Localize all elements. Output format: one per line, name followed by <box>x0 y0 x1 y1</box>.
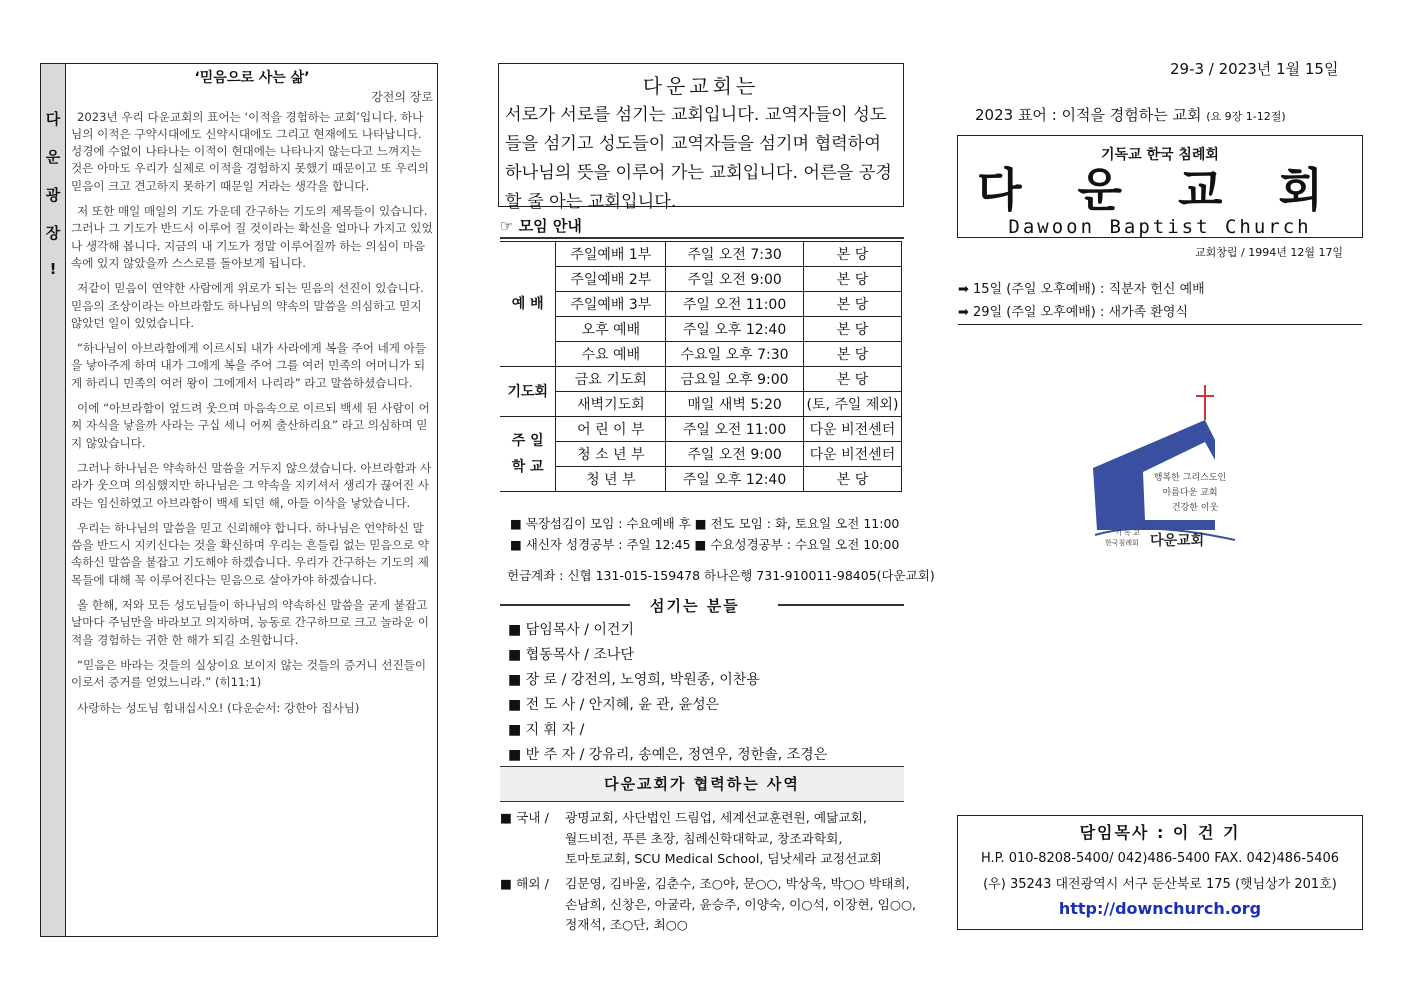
schedule-time: 주일 오전 9:00 <box>666 442 804 467</box>
schedule-time: 주일 오전 9:00 <box>666 267 804 292</box>
founded-date: 교회창립 / 1994년 12월 17일 <box>1195 246 1344 259</box>
schedule-row <box>500 242 902 267</box>
schedule-place: 다운 비전센터 <box>803 417 901 442</box>
pastor-phone: H.P. 010-8208-5400/ 042)486-5400 FAX. 042)486-5406 <box>980 851 1340 866</box>
year-motto <box>975 104 1286 125</box>
partner-line: 토마토교회, SCU Medical School, 딤낫세라 교정선교회 <box>565 851 882 866</box>
essay-paragraph: 그러나 하나님은 약속하신 말씀을 거두지 않으셨습니다. 아브라함과 사라가 웃으며 의심했지만 하나님은 그 약속을 지키셔서 생리가 끊어진 사라는 임신하였고 아브라함이 백세 되던 해, 아들 이삭을 낳았습니다. <box>71 460 432 510</box>
essay-paragraph: 이에 “아브라함이 엎드려 웃으며 마음속으로 이르되 백세 된 사람이 어찌 자식을 낳을까 사라는 구십 세니 어찌 출산하리요” 라고 의심하며 믿지 않았습니다. <box>71 401 430 450</box>
schedule-place: (토, 주일 제외) <box>803 392 901 417</box>
partner-line: 손남희, 신창은, 아굴라, 윤승주, 이양숙, 이○석, 이장현, 임○○, <box>565 896 917 912</box>
schedule-row <box>500 417 902 442</box>
meeting-note: ■ 목장섬김이 모임 : 수요예배 후 ■ 전도 모임 : 화, 토요일 오전 11:00 <box>510 516 900 531</box>
essay-title: ‘믿음으로 사는 삶’ <box>194 70 310 86</box>
church-english-name: Dawoon Baptist Church <box>1008 216 1312 238</box>
schedule-name: 오후 예배 <box>556 317 666 342</box>
pastor-box <box>957 815 1363 930</box>
schedule-place: 본 당 <box>803 317 901 342</box>
partners-overseas <box>565 874 916 936</box>
partners-heading: 다운교회가 협력하는 사역 <box>604 775 800 793</box>
schedule-row <box>500 267 902 292</box>
logo-name: 다운교회 <box>1150 533 1205 549</box>
schedule-time: 주일 오후 12:40 <box>666 317 804 342</box>
meeting-note: ■ 새신자 성경공부 : 주일 12:45 ■ 수요성경공부 : 수요일 오전 10:00 <box>510 537 900 552</box>
essay-paragraph: “하나님이 아브라함에게 이르시되 내가 사라에게 복을 주어 네게 아들을 낳아주게 하며 내가 그에게 복을 주어 그를 여러 민족의 어머니가 되게 하리니 민족의 여러 왕이 그에게서 나리라” 라고 말씀하셨습니다. <box>71 341 427 390</box>
meetings-heading: ☞ 모임 안내 <box>500 217 582 235</box>
side-char: 운 <box>45 148 61 166</box>
schedule-place: 본 당 <box>803 342 901 367</box>
divider <box>778 604 904 606</box>
schedule-time: 수요일 오후 7:30 <box>666 342 804 367</box>
schedule-name: 청 소 년 부 <box>556 442 666 467</box>
church-website-link[interactable]: http://downchurch.org <box>1058 899 1262 918</box>
essay-paragraph: 올 한해, 저와 모든 성도님들이 하나님의 약속하신 말씀을 굳게 붙잡고 날마다 주님만을 바라보고 의지하며, 능동로 간구하므로 크고 놀라운 이적을 경험하는 귀한 한 해가 되길 소원합니다. <box>71 598 429 647</box>
bulletin-date: 29-3 / 2023년 1월 15일 <box>1170 60 1339 78</box>
schedule-place: 본 당 <box>803 467 901 492</box>
schedule-name: 수요 예배 <box>556 342 666 367</box>
logo-small-label: 한국침례회 <box>1105 539 1139 547</box>
servant-item: ■ 담임목사 / 이건기 <box>508 622 634 638</box>
schedule-name: 금요 기도회 <box>556 367 666 392</box>
schedule-name: 어 린 이 부 <box>556 417 666 442</box>
schedule-place: 본 당 <box>803 292 901 317</box>
partner-line: 정재석, 조○단, 최○○ <box>565 917 688 932</box>
logo-motto: 아름다운 교회 <box>1162 488 1218 498</box>
schedule-place: 본 당 <box>803 267 901 292</box>
schedule-row <box>500 467 902 492</box>
servants-heading: 섬기는 분들 <box>650 597 740 615</box>
partner-line: 월드비전, 푸른 초장, 침례신학대학교, 창조과학회, <box>565 830 843 846</box>
church-address: (우) 35243 대전광역시 서구 둔산북로 175 (햇님상가 201호) <box>983 877 1337 892</box>
partners-domestic-label: ■ 국내 / <box>500 810 549 825</box>
schedule-time: 주일 오전 7:30 <box>666 242 804 267</box>
logo-small-label: 기 독 교 <box>1115 529 1140 537</box>
schedule-time: 주일 오전 11:00 <box>666 292 804 317</box>
divider <box>500 237 904 239</box>
essay-paragraph: 사랑하는 성도님 힘내십시오! (다운순서: 강한아 집사님) <box>77 700 360 715</box>
side-char: 장 <box>45 224 61 242</box>
essay-paragraph: 저같이 믿음이 연약한 사람에게 위로가 되는 믿음의 선진이 있습니다. 믿음의 조상이라는 아브라함도 하나님의 약속의 말씀을 의심하고 믿지 않았던 일이 있었습니다. <box>71 281 424 330</box>
partner-line: 광명교회, 사단법인 드림업, 세계선교훈련원, 예닮교회, <box>565 810 867 825</box>
divider <box>500 604 630 606</box>
essay-author: 강전의 장로 <box>371 90 433 105</box>
schedule-group-label: 기도회 <box>500 367 556 417</box>
logo-motto: 건강한 이웃 <box>1171 503 1219 513</box>
servant-item: ■ 장 로 / 강전의, 노영희, 박원종, 이찬용 <box>508 672 760 688</box>
schedule-table <box>500 241 902 492</box>
schedule-row <box>500 292 902 317</box>
intro-text: 서로가 서로를 섬기는 교회입니다. 교역자들이 성도들을 섬기고 성도들이 교역자들을 섬기며 협력하여 하나님의 뜻을 이루어 가는 교회입니다. 어른을 공경할 줄 아는 교회입니다. <box>505 105 892 212</box>
schedule-time: 주일 오전 11:00 <box>666 417 804 442</box>
event-item: ➡ 15일 (주일 오후예배) : 직분자 헌신 예배 <box>958 282 1205 297</box>
schedule-group-label: 예 배 <box>500 242 556 367</box>
church-name-box <box>957 135 1363 238</box>
essay-body <box>71 70 433 725</box>
schedule-name: 주일예배 1부 <box>556 242 666 267</box>
year-motto-ref: (요 9장 1-12절) <box>1206 110 1286 123</box>
schedule-name: 새벽기도회 <box>556 392 666 417</box>
side-char: 광 <box>45 186 61 204</box>
essay-side-label <box>41 64 66 936</box>
pastor-title: 담임목사 : 이 건 기 <box>1079 823 1241 842</box>
essay-paragraph: “믿음은 바라는 것들의 실상이요 보이지 않는 것들의 증거니 선진들이 이로서 증거를 얻었느니라.” (히11:1) <box>71 657 427 690</box>
partners-overseas-label: ■ 해외 / <box>500 876 549 891</box>
schedule-group-label: 주 일 학 교 <box>500 417 556 492</box>
logo-motto: 행복한 그리스도인 <box>1153 473 1227 483</box>
servant-item: ■ 협동목사 / 조나단 <box>508 647 634 663</box>
partners-domestic <box>565 808 882 870</box>
servants-list <box>508 618 827 768</box>
essay-paragraph: 저 또한 매일 매일의 기도 가운데 간구하는 기도의 제목들이 있습니다. 그러나 그 기도가 반드시 이루어 질 것이라는 확신을 얼마나 가지고 있었나 생각해 봅니다. 지금의 내 기도가 정말 이루어질까 하는 의심이 마음속에 있지 않았을까 스스로를 돌아보게 됩니다. <box>71 204 433 270</box>
essay-paragraph: 2023년 우리 다운교회의 표어는 ‘이적을 경험하는 교회’입니다. 하나님의 이적은 구약시대에도 신약시대에도 그리고 현재에도 나타납니다. 성경에 수없이 나타나는 이적이 현대에는 나타나지 않는다고 느껴지는 것은 아마도 우리가 실제로 이적을 경험하지 못했기 때문이고 또 우리의 믿음이 크고 견고하지 못하기 때문일 거라는 생각을 합니다. <box>71 109 429 193</box>
schedule-time: 주일 오후 12:40 <box>666 467 804 492</box>
schedule-place: 본 당 <box>803 242 901 267</box>
schedule-time: 금요일 오후 9:00 <box>666 367 804 392</box>
essay-box <box>40 63 438 937</box>
partners-heading-bar <box>500 766 904 802</box>
servant-item: ■ 지 휘 자 / <box>508 722 585 738</box>
schedule-row <box>500 392 902 417</box>
essay-paragraph: 우리는 하나님의 말씀을 믿고 신뢰해야 합니다. 하나님은 언약하신 말씀을 반드시 지키신다는 것을 확신하며 우리는 흔들림 없는 믿음으로 약속하신 말씀을 붙잡고 기도해야 하겠습니다. 우리가 간구하는 기도의 제목들에 대해 꼭 이루어진다는 믿음으로 살아가야 하겠습니다. <box>71 520 429 587</box>
intro-title: 다운교회는 <box>642 74 760 98</box>
schedule-row <box>500 442 902 467</box>
side-char: ! <box>49 260 57 278</box>
schedule-name: 주일예배 3부 <box>556 292 666 317</box>
side-char: 다 <box>45 110 61 128</box>
church-logo <box>1085 380 1255 560</box>
denomination: 기독교 한국 침례회 <box>1101 147 1219 163</box>
offering-account: 헌금계좌 : 신협 131-015-159478 하나은행 731-910011-98405(다운교회) <box>507 568 935 583</box>
church-name: 다 운 교 회 <box>977 163 1343 217</box>
schedule-row <box>500 317 902 342</box>
events-list <box>958 278 1362 325</box>
schedule-time: 매일 새벽 5:20 <box>666 392 804 417</box>
schedule-place: 다운 비전센터 <box>803 442 901 467</box>
schedule-name: 주일예배 2부 <box>556 267 666 292</box>
servant-item: ■ 반 주 자 / 강유리, 송예은, 정연우, 정한솔, 조경은 <box>508 747 828 763</box>
year-motto-text: 2023 표어 : 이적을 경험하는 교회 <box>975 106 1202 124</box>
servant-item: ■ 전 도 사 / 안지혜, 윤 관, 윤성은 <box>508 697 720 713</box>
schedule-place: 본 당 <box>803 367 901 392</box>
schedule-row <box>500 342 902 367</box>
schedule-name: 청 년 부 <box>556 467 666 492</box>
intro-box <box>498 63 904 212</box>
event-item: ➡ 29일 (주일 오후예배) : 새가족 환영식 <box>958 305 1189 320</box>
schedule-row <box>500 367 902 392</box>
partner-line: 김문영, 김바울, 김춘수, 조○야, 문○○, 박상욱, 박○○ 박태희, <box>565 876 910 891</box>
